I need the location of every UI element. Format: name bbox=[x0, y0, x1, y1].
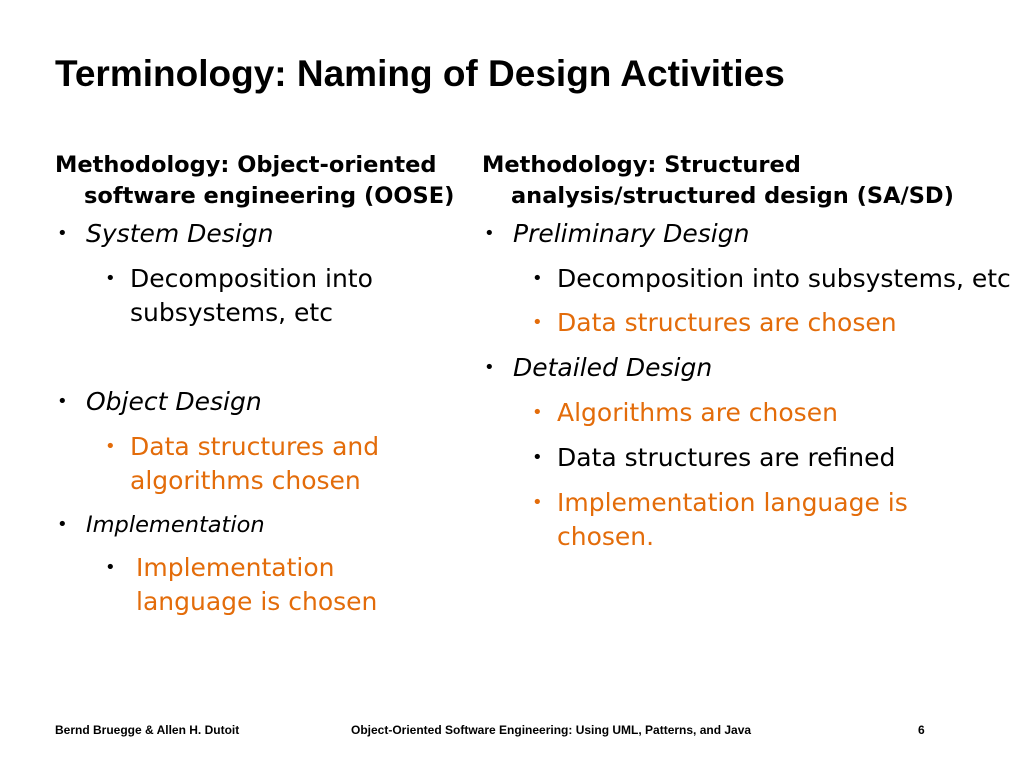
bullet-icon: • bbox=[532, 402, 543, 423]
bullet-icon: • bbox=[484, 223, 495, 244]
slide-title: Terminology: Naming of Design Activities bbox=[55, 53, 785, 94]
footer-authors: Bernd Bruegge & Allen H. Dutoit bbox=[55, 723, 240, 737]
bullet-icon: • bbox=[105, 436, 116, 457]
left-bullet-system-design: • System Design bbox=[55, 217, 455, 251]
bullet-icon: • bbox=[532, 312, 543, 333]
right-sub-bullet-algorithms: • Algorithms are chosen bbox=[482, 396, 1012, 430]
bullet-icon: • bbox=[532, 268, 543, 289]
right-bullet-preliminary-design: • Preliminary Design bbox=[482, 217, 1012, 251]
left-column bbox=[55, 150, 455, 619]
bullet-icon: • bbox=[532, 447, 543, 468]
right-sub-bullet-data-structures-chosen: • Data structures are chosen bbox=[482, 306, 1012, 340]
left-bullet-implementation: • Implementation bbox=[55, 508, 455, 542]
bullet-icon: • bbox=[57, 514, 68, 535]
bullet-icon: • bbox=[57, 223, 68, 244]
left-bullet-object-design: • Object Design bbox=[55, 385, 455, 419]
left-column-heading: Methodology: Object-oriented software engineering (OOSE) bbox=[55, 152, 455, 209]
right-sub-bullet-data-structures-refined: • Data structures are refined bbox=[482, 441, 1012, 475]
right-column bbox=[482, 150, 1012, 554]
right-column-heading: Methodology: Structured analysis/structured design (SA/SD) bbox=[482, 152, 954, 209]
bullet-icon: • bbox=[105, 268, 116, 289]
right-sub-bullet-implementation-language: • Implementation language is chosen. bbox=[532, 488, 908, 551]
bullet-icon: • bbox=[105, 557, 116, 578]
footer-book-title: Object-Oriented Software Engineering: Using UML, Patterns, and Java bbox=[351, 723, 752, 737]
bullet-icon: • bbox=[484, 357, 495, 378]
bullet-icon: • bbox=[57, 391, 68, 412]
left-sub-bullet-implementation-language: • Implementation language is chosen bbox=[105, 553, 378, 616]
right-bullet-detailed-design: • Detailed Design bbox=[482, 351, 1012, 385]
left-sub-bullet-decomposition: • Decomposition into subsystems, etc bbox=[105, 264, 373, 327]
footer-page-number: 6 bbox=[918, 723, 925, 737]
bullet-icon: • bbox=[532, 492, 543, 513]
left-sub-bullet-data-structures: • Data structures and algorithms chosen bbox=[105, 432, 380, 495]
right-sub-bullet-decomposition: • Decomposition into subsystems, etc bbox=[482, 262, 1012, 296]
